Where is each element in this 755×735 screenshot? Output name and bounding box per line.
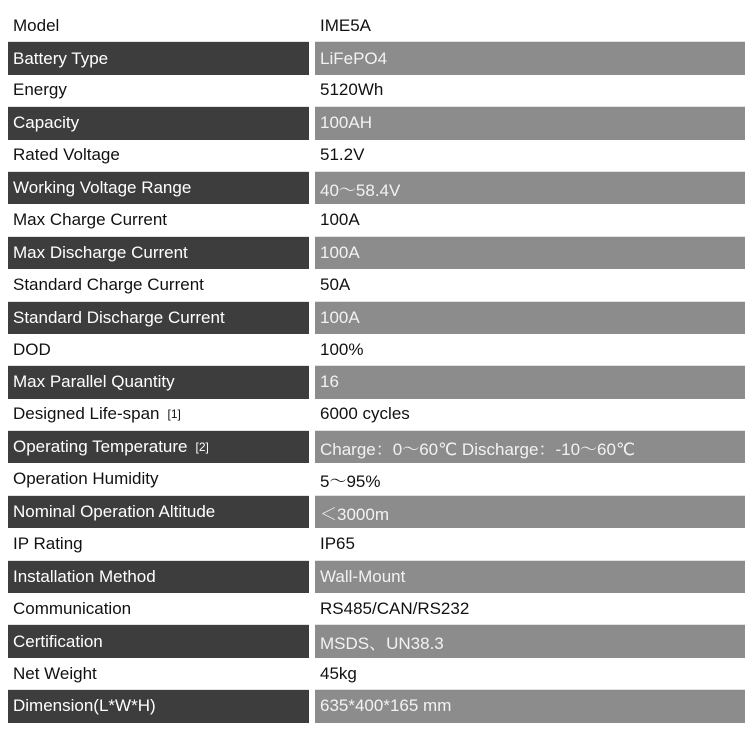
spec-row xyxy=(8,593,745,625)
spec-row xyxy=(8,658,745,690)
spec-label: Designed Life-span xyxy=(13,404,160,424)
spec-label: Working Voltage Range xyxy=(13,178,192,198)
spec-label: Max Charge Current xyxy=(13,210,168,230)
spec-label: Standard Discharge Current xyxy=(13,307,225,327)
spec-value: 16 xyxy=(315,366,745,398)
spec-value: 45kg xyxy=(315,658,745,690)
spec-label-cell xyxy=(8,496,309,528)
spec-value: 100% xyxy=(315,334,745,366)
spec-row xyxy=(8,690,745,722)
spec-row xyxy=(8,463,745,495)
spec-value: 100A xyxy=(315,302,745,334)
spec-label-cell xyxy=(8,658,309,690)
spec-label: Max Parallel Quantity xyxy=(13,372,175,392)
spec-label-cell xyxy=(8,463,309,495)
spec-value: 6000 cycles xyxy=(315,399,745,431)
spec-value: Charge：0～60℃ Discharge：-10～60℃ xyxy=(315,431,745,463)
spec-row xyxy=(8,366,745,398)
spec-row xyxy=(8,334,745,366)
spec-label: Rated Voltage xyxy=(13,145,120,165)
spec-label-cell xyxy=(8,528,309,560)
spec-label-cell xyxy=(8,10,309,42)
spec-value: 100A xyxy=(315,204,745,236)
spec-label-cell xyxy=(8,593,309,625)
spec-value: 51.2V xyxy=(315,140,745,172)
spec-label-cell xyxy=(8,625,309,657)
spec-label-cell xyxy=(8,172,309,204)
spec-value: RS485/CAN/RS232 xyxy=(315,593,745,625)
spec-label-cell xyxy=(8,42,309,74)
spec-label: Operating Temperature xyxy=(13,437,188,457)
spec-row xyxy=(8,625,745,657)
spec-label: Operation Humidity xyxy=(13,469,159,489)
spec-value: MSDS、UN38.3 xyxy=(315,625,745,657)
spec-label-cell xyxy=(8,561,309,593)
spec-value: 100AH xyxy=(315,107,745,139)
spec-label: Capacity xyxy=(13,113,80,133)
spec-row xyxy=(8,140,745,172)
spec-row xyxy=(8,302,745,334)
spec-value: Wall-Mount xyxy=(315,561,745,593)
spec-label: Standard Charge Current xyxy=(13,274,204,294)
spec-label: Energy xyxy=(13,80,67,100)
spec-value: LiFePO4 xyxy=(315,42,745,74)
spec-row xyxy=(8,496,745,528)
spec-value: 5～95% xyxy=(315,463,745,495)
spec-value: IME5A xyxy=(315,10,745,42)
spec-row xyxy=(8,561,745,593)
spec-row xyxy=(8,237,745,269)
spec-label-cell xyxy=(8,269,309,301)
footnote-marker: [2] xyxy=(195,440,209,455)
spec-label-cell xyxy=(8,431,309,463)
spec-row xyxy=(8,42,745,74)
spec-label: DOD xyxy=(13,339,51,359)
spec-row xyxy=(8,204,745,236)
spec-value: 40～58.4V xyxy=(315,172,745,204)
spec-value: ＜3000m xyxy=(315,496,745,528)
spec-label-cell xyxy=(8,75,309,107)
spec-row xyxy=(8,107,745,139)
spec-label-cell xyxy=(8,107,309,139)
spec-value: 50A xyxy=(315,269,745,301)
spec-label-cell xyxy=(8,334,309,366)
footnote-marker: [1] xyxy=(167,407,181,422)
spec-label: Dimension(L*W*H) xyxy=(13,696,156,716)
spec-label-cell xyxy=(8,366,309,398)
spec-row xyxy=(8,399,745,431)
spec-value: 100A xyxy=(315,237,745,269)
spec-label: Installation Method xyxy=(13,566,156,586)
spec-table xyxy=(8,10,745,723)
spec-label: Model xyxy=(13,15,60,35)
spec-label-cell xyxy=(8,237,309,269)
spec-row xyxy=(8,269,745,301)
spec-value: 5120Wh xyxy=(315,75,745,107)
spec-value: 635*400*165 mm xyxy=(315,690,745,722)
spec-label-cell xyxy=(8,302,309,334)
spec-label: Max Discharge Current xyxy=(13,242,188,262)
spec-label-cell xyxy=(8,690,309,722)
spec-label-cell xyxy=(8,399,309,431)
spec-label: Certification xyxy=(13,631,103,651)
spec-label: Battery Type xyxy=(13,48,109,68)
spec-row xyxy=(8,172,745,204)
spec-label: Communication xyxy=(13,598,132,618)
spec-row xyxy=(8,75,745,107)
spec-label: Net Weight xyxy=(13,663,97,683)
spec-label: IP Rating xyxy=(13,533,83,553)
spec-row xyxy=(8,10,745,42)
spec-label-cell xyxy=(8,140,309,172)
spec-label-cell xyxy=(8,204,309,236)
spec-label: Nominal Operation Altitude xyxy=(13,502,216,522)
spec-row xyxy=(8,431,745,463)
spec-row xyxy=(8,528,745,560)
spec-value: IP65 xyxy=(315,528,745,560)
